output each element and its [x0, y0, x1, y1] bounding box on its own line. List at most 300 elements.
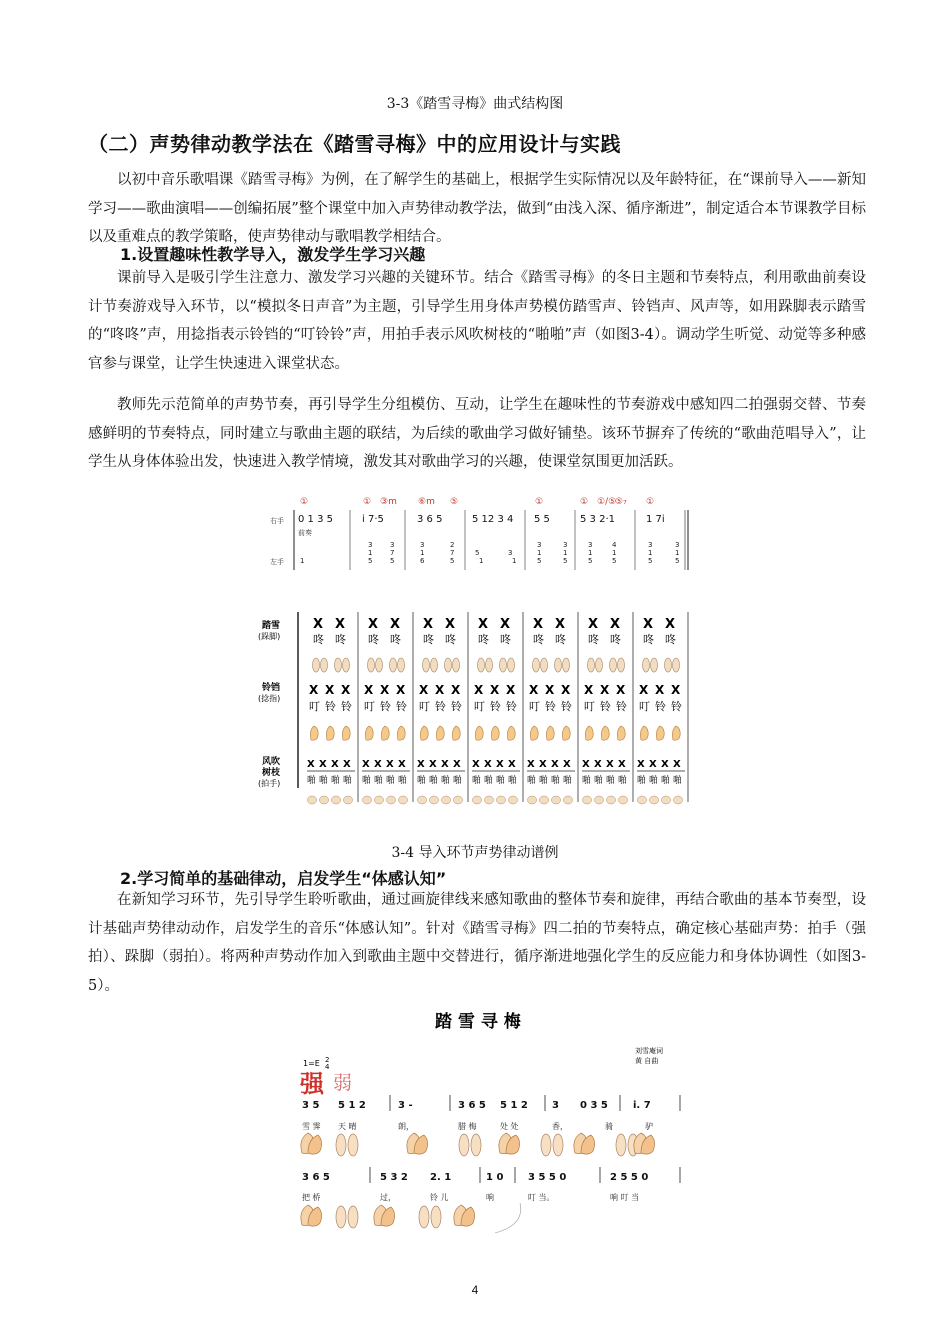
chord-mark: ⑥m: [418, 497, 435, 507]
svg-text:3: 3: [588, 541, 593, 549]
note-group: 5 3 2: [380, 1172, 408, 1183]
stomp-x-mark: X: [335, 617, 346, 632]
clap-sound: 啪: [551, 776, 561, 786]
lyric: 响: [486, 1193, 494, 1202]
snap-hand-icon: [436, 726, 444, 740]
row-label-stomp-sub: (跺脚): [258, 632, 281, 641]
snap-hand-icon: [546, 726, 554, 740]
stomp-x-mark: X: [368, 617, 379, 632]
foot-icon: [321, 658, 328, 672]
svg-text:5: 5: [368, 557, 373, 565]
clap-sound: 啪: [307, 776, 317, 786]
lyric: 腊 梅: [458, 1122, 477, 1131]
clap-sound: 啪: [343, 776, 353, 786]
stomp-sound: 咚: [500, 633, 511, 646]
row-label-stomp: 踏雪: [262, 621, 281, 631]
clap-sound: 啪: [539, 776, 549, 786]
snap-x-mark: X: [561, 683, 571, 697]
foot-icon: [588, 658, 595, 672]
stomp-sound: 咚: [478, 633, 489, 646]
clap-hand-icon: [454, 796, 463, 804]
stomp-sound: 咚: [643, 633, 654, 646]
foot-icon: [555, 658, 562, 672]
svg-text:4: 4: [612, 541, 617, 549]
prelude-score: [270, 497, 688, 570]
clap-x-mark: X: [649, 759, 657, 770]
snap-x-mark: X: [451, 683, 461, 697]
chord-mark: ③m: [380, 497, 397, 507]
snap-sound: 叮: [309, 700, 320, 713]
clap-hand-icon: [650, 796, 659, 804]
svg-text:5: 5: [390, 557, 395, 565]
clap-sound: 啪: [508, 776, 518, 786]
figure-caption-3-4: 3-4 导入环节声势律动谱例: [391, 845, 559, 861]
clap-x-mark: X: [441, 759, 449, 770]
clap-hand-icon: [399, 796, 408, 804]
clap-hand-icon: [583, 796, 592, 804]
clap-hand-icon: [473, 796, 482, 804]
rhythm-score-figure: [250, 492, 700, 817]
snap-hand-icon: [672, 726, 680, 740]
clap-sound: 啪: [398, 776, 408, 786]
svg-text:1: 1: [512, 557, 517, 565]
foot-icon: [390, 658, 397, 672]
gesture-icons-line-1: [301, 1133, 655, 1156]
snap-hand-icon: [640, 726, 648, 740]
note-group: 3 5: [302, 1100, 320, 1111]
clap-sound: 啪: [649, 776, 659, 786]
clap-x-mark: X: [539, 759, 547, 770]
clap-hand-icon: [552, 796, 561, 804]
stomp-x-mark: X: [478, 617, 489, 632]
snap-x-mark: X: [490, 683, 500, 697]
lyric: 朗，: [398, 1122, 414, 1131]
chord-mark: ①: [646, 497, 655, 507]
rh-note: 5 5: [534, 514, 550, 525]
svg-text:5: 5: [563, 557, 568, 565]
figure-caption-3-3: 3-3《踏雪寻梅》曲式结构图: [386, 96, 564, 112]
snap-sound: 铃: [671, 700, 682, 713]
clap-sound: 啪: [594, 776, 604, 786]
intro-paragraph: 以初中音乐歌唱课《踏雪寻梅》为例，在了解学生的基础上，根据学生实际情况以及年龄特征，在“课前导入——新知学习——歌曲演唱——创编拓展”整个课堂中加入声势律动教学法，做到“由浅入深、循序渐进”，制定适合本节课教学目标以及重难点的教学策略，使声势律动与歌唱教学相结合。: [88, 172, 866, 245]
snap-hand-icon: [381, 726, 389, 740]
note-group: 3 5 5 0: [528, 1172, 567, 1183]
snap-sound: 叮: [584, 700, 595, 713]
svg-text:3: 3: [675, 541, 680, 549]
snap-hand-icon: [310, 726, 318, 740]
foot-icon: [335, 658, 342, 672]
clap-sound: 啪: [429, 776, 439, 786]
clap-x-mark: X: [362, 759, 370, 770]
chord-mark: ⑤₇: [615, 497, 627, 507]
clap-sound: 啪: [386, 776, 396, 786]
chord-mark: ①: [300, 497, 309, 507]
snap-sound: 铃: [396, 700, 407, 713]
clap-icon: [634, 1133, 655, 1154]
clap-sound: 啪: [673, 776, 683, 786]
note-group: 3 -: [398, 1100, 413, 1111]
stomp-x-mark: X: [533, 617, 544, 632]
note-group: 3 6 5: [302, 1172, 330, 1183]
snap-x-mark: X: [309, 683, 319, 697]
foot-icon: [508, 658, 515, 672]
snap-sound: 铃: [545, 700, 556, 713]
clap-hand-icon: [564, 796, 573, 804]
paragraph-3: 在新知学习环节，先引导学生聆听歌曲，通过画旋律线来感知歌曲的整体节奏和旋律，再结合歌曲的基本节奏型，设计基础声势律动动作，启发学生的音乐“体感认知”。针对《踏雪寻梅》四二拍的节奏特点，确定核心基础声势：拍手（强拍）、跺脚（弱拍）。将两种声势动作加入到歌曲主题中交替进行，循序渐进地强化学生的反应能力和身体协调性（如图3-5）。: [88, 892, 866, 994]
clap-hand-icon: [540, 796, 549, 804]
clap-sound: 啪: [417, 776, 427, 786]
rh-note: 1 7i: [646, 514, 665, 525]
snap-hand-icon: [326, 726, 334, 740]
lyric: 天 晴: [338, 1122, 357, 1131]
stomp-x-mark: X: [555, 617, 566, 632]
foot-icon: [651, 658, 658, 672]
snap-sound: 铃: [325, 700, 336, 713]
lyric: 骑: [605, 1122, 613, 1131]
row-label-clap-sub: (拍手): [258, 779, 281, 788]
foot-icon: [618, 658, 625, 672]
foot-icon: [673, 658, 680, 672]
clap-hand-icon: [528, 796, 537, 804]
snap-sound: 铃: [561, 700, 572, 713]
lyric: 处 处: [500, 1122, 519, 1131]
stomp-sound: 咚: [335, 633, 346, 646]
score-line-2: [302, 1167, 680, 1203]
foot-icon: [336, 1134, 358, 1156]
chord-mark: ①: [580, 497, 589, 507]
snap-hand-icon: [365, 726, 373, 740]
snap-x-mark: X: [325, 683, 335, 697]
snap-sound: 铃: [616, 700, 627, 713]
clap-x-mark: X: [637, 759, 645, 770]
clap-x-mark: X: [563, 759, 571, 770]
foot-icon: [563, 658, 570, 672]
svg-text:1: 1: [537, 549, 542, 557]
lyric: 叮 当。: [528, 1193, 555, 1202]
snap-x-mark: X: [380, 683, 390, 697]
snap-x-mark: X: [639, 683, 649, 697]
foot-icon: [453, 658, 460, 672]
gesture-icons-line-2: [301, 1203, 521, 1233]
left-hand-chords: [300, 541, 679, 565]
svg-text:5: 5: [537, 557, 542, 565]
stomp-x-mark: X: [445, 617, 456, 632]
stomp-x-mark: X: [390, 617, 401, 632]
clap-x-mark: X: [331, 759, 339, 770]
clap-hand-icon: [375, 796, 384, 804]
foot-icon: [376, 658, 383, 672]
foot-icon: [368, 658, 375, 672]
foot-icon: [541, 1134, 563, 1156]
clap-sound: 啪: [331, 776, 341, 786]
lyric: 把 桥: [302, 1193, 321, 1202]
snap-x-mark: X: [600, 683, 610, 697]
clap-x-mark: X: [496, 759, 504, 770]
snap-sound: 铃: [435, 700, 446, 713]
foot-icon: [665, 658, 672, 672]
weak-beat-label: 弱: [333, 1072, 353, 1094]
foot-icon: [343, 658, 350, 672]
clap-hand-icon: [363, 796, 372, 804]
snap-hand-icon: [475, 726, 483, 740]
snap-x-mark: X: [584, 683, 594, 697]
stomp-sound: 咚: [368, 633, 379, 646]
clap-icon: [407, 1133, 428, 1154]
snap-sound: 铃: [655, 700, 666, 713]
clap-icon: [374, 1205, 395, 1226]
svg-text:3: 3: [563, 541, 568, 549]
snap-sound: 叮: [529, 700, 540, 713]
svg-text:1: 1: [368, 549, 373, 557]
foot-icon: [533, 658, 540, 672]
svg-text:1: 1: [563, 549, 568, 557]
foot-icon: [610, 658, 617, 672]
stomp-x-mark: X: [610, 617, 621, 632]
paragraph-1: 课前导入是吸引学生注意力、激发学习兴趣的关键环节。结合《踏雪寻梅》的冬日主题和节奏特点，利用歌曲前奏设计节奏游戏导入环节，以“模拟冬日声音”为主题，引导学生用身体声势模仿踏雪声、铃铛声、风声等，如用跺脚表示踏雪的“咚咚”声，用捻指表示铃铛的“叮铃铃”声，用拍手表示风吹树枝的“啪啪”声（如图3-4）。调动学生听觉、动觉等多种感官参与课堂，让学生快速进入课堂状态。: [88, 270, 866, 372]
svg-text:3: 3: [537, 541, 542, 549]
stomp-sound: 咚: [665, 633, 676, 646]
clap-icon: [574, 1133, 595, 1154]
score-line-1: [300, 1087, 680, 1132]
clap-x-mark: X: [453, 759, 461, 770]
snap-x-mark: X: [474, 683, 484, 697]
clap-sound: 啪: [496, 776, 506, 786]
snap-x-mark: X: [655, 683, 665, 697]
clap-hand-icon: [638, 796, 647, 804]
stomp-sound: 咚: [555, 633, 566, 646]
rh-note: 0 1 3 5: [298, 514, 333, 525]
chord-mark: ①: [363, 497, 372, 507]
svg-text:1: 1: [588, 549, 593, 557]
stomp-x-mark: X: [500, 617, 511, 632]
snap-sound: 叮: [419, 700, 430, 713]
prelude-label: 前奏: [298, 529, 312, 537]
clap-x-mark: X: [417, 759, 425, 770]
snap-hand-icon: [397, 726, 405, 740]
row-label-snap: 铃铛: [262, 683, 281, 693]
foot-icon: [478, 658, 485, 672]
clap-hand-icon: [320, 796, 329, 804]
svg-text:1: 1: [612, 549, 617, 557]
clap-sound: 啪: [484, 776, 494, 786]
svg-text:3: 3: [648, 541, 653, 549]
svg-text:1: 1: [675, 549, 680, 557]
chord-mark: ①/⑤: [597, 497, 617, 507]
clap-hand-icon: [308, 796, 317, 804]
svg-text:7: 7: [450, 549, 455, 557]
snap-hand-icon: [562, 726, 570, 740]
clap-x-mark: X: [582, 759, 590, 770]
rh-note: 3 6 5: [417, 514, 443, 525]
stomp-sound: 咚: [313, 633, 324, 646]
clap-sound: 啪: [637, 776, 647, 786]
snap-sound: 铃: [506, 700, 517, 713]
rh-note: 5 3 2·1: [580, 514, 615, 525]
foot-icon: [500, 658, 507, 672]
svg-text:3: 3: [420, 541, 425, 549]
clap-hand-icon: [662, 796, 671, 804]
clap-sound: 啪: [453, 776, 463, 786]
foot-icon: [398, 658, 405, 672]
lyric: 过，: [380, 1193, 396, 1202]
note-group: i. 7: [633, 1100, 651, 1111]
time-sig-bottom: 4: [325, 1063, 330, 1071]
clap-x-mark: X: [319, 759, 327, 770]
clap-hand-icon: [509, 796, 518, 804]
clap-x-mark: X: [398, 759, 406, 770]
svg-text:1: 1: [648, 549, 653, 557]
clap-hand-icon: [497, 796, 506, 804]
snap-sound: 铃: [380, 700, 391, 713]
row-label-snap-sub: (捻指): [258, 694, 281, 703]
svg-text:3: 3: [368, 541, 373, 549]
snap-x-mark: X: [545, 683, 555, 697]
foot-icon: [431, 658, 438, 672]
snap-hand-icon: [601, 726, 609, 740]
clap-x-mark: X: [618, 759, 626, 770]
foot-icon: [459, 1134, 481, 1156]
clap-x-mark: X: [508, 759, 516, 770]
snap-sound: 铃: [341, 700, 352, 713]
note-group: 3: [552, 1100, 559, 1111]
svg-text:5: 5: [612, 557, 617, 565]
foot-icon: [419, 1206, 441, 1228]
clap-icon: [499, 1133, 520, 1154]
svg-text:7: 7: [390, 549, 395, 557]
svg-text:1: 1: [479, 557, 484, 565]
clap-hand-icon: [442, 796, 451, 804]
note-group: 0 3 5: [580, 1100, 608, 1111]
clap-sound: 啪: [563, 776, 573, 786]
composer: 黄 自曲: [635, 1057, 659, 1065]
clap-hand-icon: [607, 796, 616, 804]
snap-hand-icon: [491, 726, 499, 740]
snap-sound: 铃: [600, 700, 611, 713]
right-hand-label: 右手: [270, 517, 284, 525]
svg-text:2: 2: [450, 541, 455, 549]
clap-icon: [454, 1205, 475, 1226]
snap-sound: 铃: [490, 700, 501, 713]
lyric: 驴: [645, 1122, 653, 1131]
svg-text:5: 5: [450, 557, 455, 565]
lyric: 雪 霁: [302, 1122, 321, 1131]
svg-text:6: 6: [420, 557, 425, 565]
clap-hand-icon: [344, 796, 353, 804]
foot-icon: [486, 658, 493, 672]
body-percussion-rows: [258, 612, 688, 804]
chord-mark: ⑤: [450, 497, 459, 507]
lyricist: 刘雪庵词: [635, 1047, 663, 1055]
snap-hand-icon: [530, 726, 538, 740]
stomp-x-mark: X: [423, 617, 434, 632]
clap-sound: 啪: [319, 776, 329, 786]
song-score-figure: [290, 1005, 690, 1240]
clap-hand-icon: [387, 796, 396, 804]
clap-x-mark: X: [551, 759, 559, 770]
svg-text:5: 5: [648, 557, 653, 565]
stomp-sound: 咚: [610, 633, 621, 646]
snap-x-mark: X: [341, 683, 351, 697]
clap-sound: 啪: [618, 776, 628, 786]
clap-hand-icon: [430, 796, 439, 804]
snap-hand-icon: [420, 726, 428, 740]
row-label-clap: 风吹: [262, 757, 281, 767]
foot-icon: [596, 658, 603, 672]
clap-sound: 啪: [661, 776, 671, 786]
section-title: （二）声势律动教学法在《踏雪寻梅》中的应用设计与实践: [88, 132, 621, 156]
clap-sound: 啪: [374, 776, 384, 786]
clap-x-mark: X: [374, 759, 382, 770]
clap-sound: 啪: [362, 776, 372, 786]
foot-icon: [541, 658, 548, 672]
snap-sound: 叮: [474, 700, 485, 713]
svg-text:3: 3: [508, 549, 513, 557]
note-group: 1 0: [486, 1172, 504, 1183]
clap-x-mark: X: [343, 759, 351, 770]
snap-hand-icon: [617, 726, 625, 740]
svg-text:3: 3: [390, 541, 395, 549]
clap-x-mark: X: [484, 759, 492, 770]
clap-hand-icon: [485, 796, 494, 804]
snap-hand-icon: [585, 726, 593, 740]
clap-sound: 啪: [441, 776, 451, 786]
clap-sound: 啪: [472, 776, 482, 786]
clap-x-mark: X: [307, 759, 315, 770]
heading-1: 1.设置趣味性教学导入，激发学生学习兴趣: [120, 245, 426, 264]
clap-x-mark: X: [429, 759, 437, 770]
stomp-x-mark: X: [588, 617, 599, 632]
clap-x-mark: X: [673, 759, 681, 770]
stomp-x-mark: X: [665, 617, 676, 632]
clap-x-mark: X: [386, 759, 394, 770]
snap-hand-icon: [507, 726, 515, 740]
clap-x-mark: X: [661, 759, 669, 770]
left-hand-label: 左手: [270, 558, 284, 566]
stomp-sound: 咚: [390, 633, 401, 646]
clap-hand-icon: [418, 796, 427, 804]
stomp-sound: 咚: [588, 633, 599, 646]
snap-sound: 叮: [364, 700, 375, 713]
chord-mark: ①: [535, 497, 544, 507]
svg-text:5: 5: [475, 549, 480, 557]
snap-x-mark: X: [506, 683, 516, 697]
strong-beat-label: 强: [300, 1070, 324, 1098]
rhythm-measures: [307, 612, 688, 804]
time-sig-top: 2: [325, 1056, 330, 1064]
song-title: 踏 雪 寻 梅: [435, 1012, 521, 1032]
note-group: 3 6 5: [458, 1100, 486, 1111]
stomp-sound: 咚: [423, 633, 434, 646]
clap-hand-icon: [619, 796, 628, 804]
snap-x-mark: X: [396, 683, 406, 697]
clap-icon: [301, 1133, 322, 1154]
clap-sound: 啪: [606, 776, 616, 786]
svg-text:1: 1: [300, 557, 305, 565]
clap-hand-icon: [674, 796, 683, 804]
lyric: 响 叮 当: [610, 1193, 640, 1202]
note-group: 5 1 2: [500, 1100, 528, 1111]
foot-icon: [445, 658, 452, 672]
snap-x-mark: X: [364, 683, 374, 697]
paragraph-2: 教师先示范简单的声势节奏，再引导学生分组模仿、互动，让学生在趣味性的节奏游戏中感知四二拍强弱交替、节奏感鲜明的节奏特点，同时建立与歌曲主题的联结，为后续的歌曲学习做好铺垫。该环节摒弃了传统的“歌曲范唱导入”，让学生从身体体验出发，快速进入教学情境，激发其对歌曲学习的兴趣，使课堂氛围更加活跃。: [88, 397, 866, 470]
key-signature: 1=E: [303, 1059, 320, 1068]
note-group: 5 1 2: [338, 1100, 366, 1111]
page-number: 4: [471, 1283, 479, 1297]
snap-sound: 叮: [639, 700, 650, 713]
heading-2: 2.学习简单的基础律动，启发学生“体感认知”: [120, 869, 447, 888]
snap-hand-icon: [342, 726, 350, 740]
note-group: 2 5 5 0: [610, 1172, 649, 1183]
